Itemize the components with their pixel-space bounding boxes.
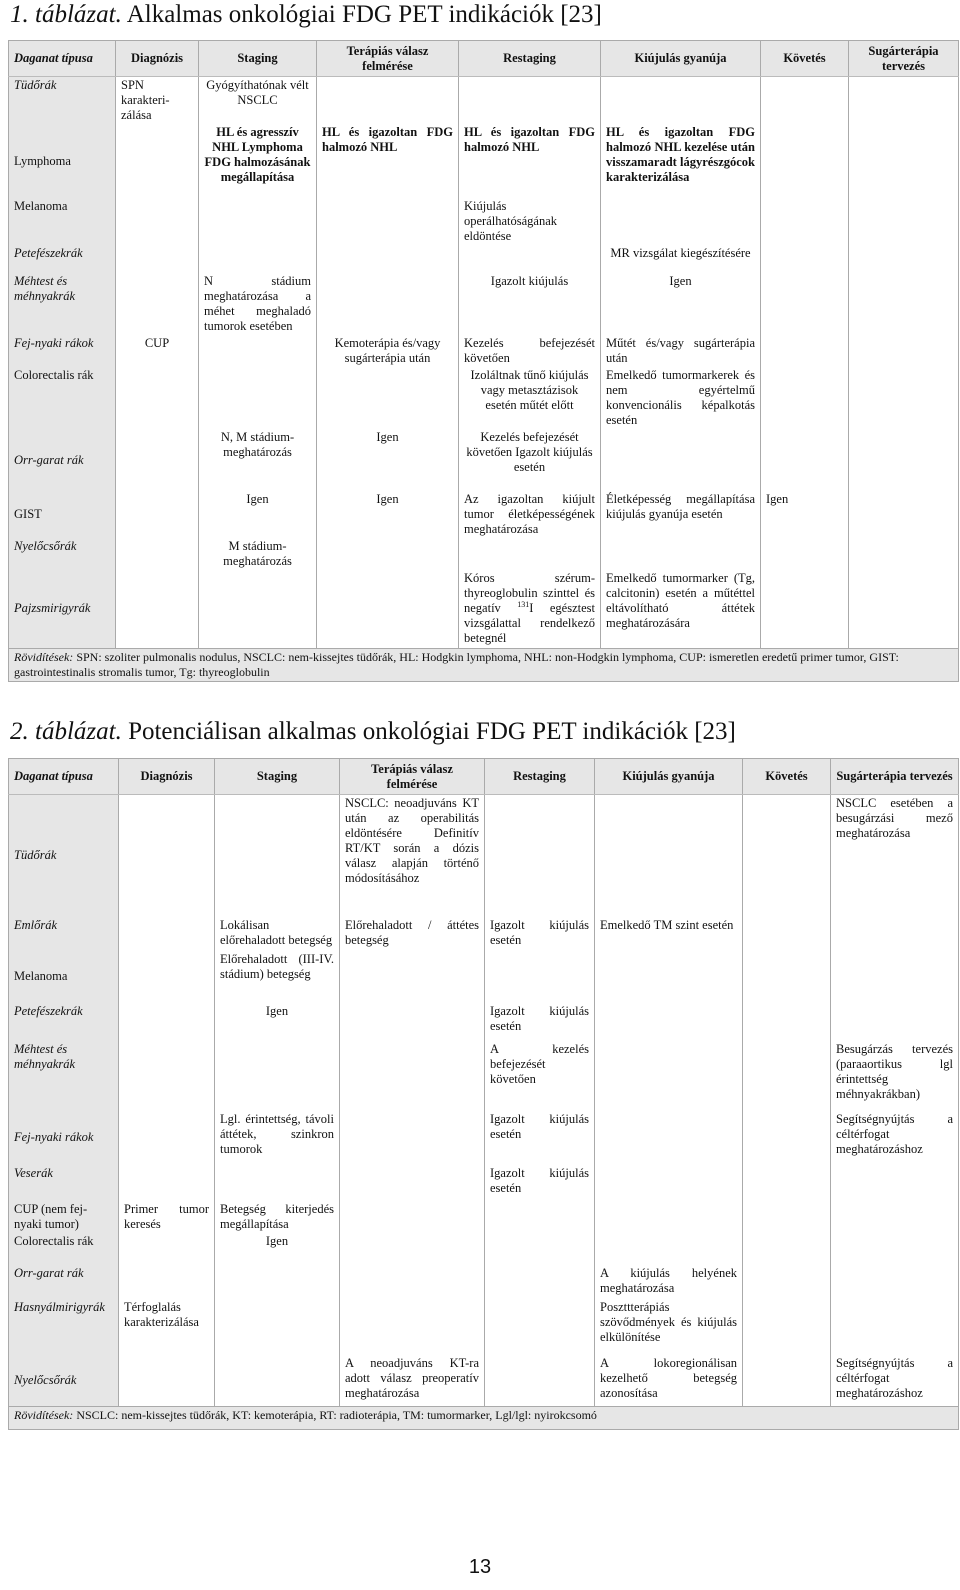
staging-cell: Igen	[215, 1003, 340, 1041]
restaging-text-b: I egésztest vizsgálattal rendelkező betegnél	[464, 601, 596, 645]
table2	[8, 758, 959, 1430]
table-row	[9, 273, 959, 335]
tumor-type: Tüdőrák	[9, 77, 116, 125]
table-row	[9, 1041, 959, 1111]
table-row	[9, 1201, 959, 1233]
tumor-type: Lymphoma	[9, 124, 116, 198]
tumor-type: Veserák	[9, 1165, 119, 1201]
restaging-text-a: Kóros szérum-thyreoglobulin szinttel és negatív	[464, 571, 595, 615]
restaging-cell: HL és igazoltan FDG halmozó NHL	[459, 124, 601, 198]
table-row	[9, 335, 959, 367]
table1	[8, 40, 959, 682]
table-row	[9, 367, 959, 429]
table-row	[9, 1355, 959, 1407]
restaging-cell: Kezelés befejezését követően	[459, 335, 601, 367]
recurrence-cell: Műtét és/vagy sugárterápia után	[601, 335, 761, 367]
tumor-type: Hasnyálmirigyrák	[9, 1299, 119, 1355]
staging-cell: Betegség kiterjedés megállapítása	[215, 1201, 340, 1233]
table-row	[9, 1265, 959, 1299]
recurrence-cell: Igen	[601, 273, 761, 335]
table1-caption-title: Alkalmas onkológiai FDG PET indikációk [23]	[126, 1, 602, 28]
table-row	[9, 198, 959, 245]
diagnosis-cell: CUP	[116, 335, 199, 367]
footnote-label: Rövidítések:	[14, 1408, 74, 1422]
table1-header-restaging: Restaging	[459, 41, 601, 77]
table2-caption-title: Potenciálisan alkalmas onkológiai FDG PET indikációk [23]	[128, 718, 736, 745]
restaging-cell: Az igazoltan kiújult tumor életképességének meghatározása	[459, 491, 601, 538]
therapy-cell: Előrehaladott / áttétes betegség	[340, 917, 485, 951]
restaging-cell: Igazolt kiújulás esetén	[485, 1111, 595, 1165]
table2-header-row	[9, 759, 959, 795]
therapy-cell: Kemoterápia és/vagy sugárterápia után	[317, 335, 459, 367]
tumor-type: Petefészekrák	[9, 245, 116, 273]
table-row	[9, 570, 959, 648]
tumor-type: Méhtest és méhnyakrák	[9, 273, 116, 335]
diagnosis-cell: Térfoglalás karakterizálása	[119, 1299, 215, 1355]
staging-cell: HL és agresszív NHL Lymphoma FDG halmozásának megállapítása	[199, 124, 317, 198]
table2-header-recurrence: Kiújulás gyanúja	[595, 759, 743, 795]
table1-header-row	[9, 41, 959, 77]
tumor-type: Méhtest és méhnyakrák	[9, 1041, 119, 1111]
rt-cell: Segítségnyújtás a céltérfogat meghatározáshoz	[836, 1355, 953, 1400]
tumor-type: Nyelőcsőrák	[9, 538, 116, 570]
footnote-text: NSCLC: nem-kissejtes tüdőrák, KT: kemoterápia, RT: radioterápia, TM: tumormarker, Lgl/lgl: nyirokcsomó	[76, 1408, 597, 1422]
tumor-type: Tüdőrák	[9, 795, 119, 917]
therapy-cell: HL és igazoltan FDG halmozó NHL	[317, 124, 459, 198]
tumor-type: Emlőrák	[9, 917, 119, 951]
table2-caption	[10, 717, 736, 747]
recurrence-cell: A lokoregionálisan kezelhető betegség azonosítása	[595, 1355, 743, 1407]
tumor-type: CUP (nem fej-nyaki tumor)	[9, 1201, 119, 1233]
staging-cell: Lgl. érintettség, távoli áttétek, szinkron tumorok	[215, 1111, 340, 1165]
table1-header-tumor: Daganat típusa	[9, 41, 116, 77]
recurrence-cell: Életképesség megállapítása kiújulás gyanúja esetén	[601, 491, 761, 538]
restaging-cell: Izoláltnak tűnő kiújulás vagy metasztázisok esetén műtét előtt	[459, 367, 601, 429]
table1-header-recurrence: Kiújulás gyanúja	[601, 41, 761, 77]
staging-cell: N stádium meghatározása a méhet meghaladó tumorok esetében	[199, 273, 317, 335]
table-row	[9, 538, 959, 570]
table1-header-therapy: Terápiás válasz felmérése	[317, 41, 459, 77]
tumor-type: Orr-garat rák	[9, 1265, 119, 1299]
isotope-superscript: 131	[517, 599, 530, 609]
table-row	[9, 77, 959, 125]
table1-header-rt: Sugárterápia tervezés	[849, 41, 959, 77]
therapy-cell: A neoadjuváns KT-ra adott válasz preoperatív meghatározása	[340, 1355, 485, 1407]
table2-caption-number: 2. táblázat.	[10, 718, 122, 745]
table-row	[9, 1233, 959, 1265]
table2-header-staging: Staging	[215, 759, 340, 795]
table1-footnote-row	[9, 648, 959, 681]
table-row	[9, 124, 959, 198]
therapy-cell: Igen	[317, 491, 459, 538]
staging-cell: Igen	[199, 491, 317, 538]
rt-cell: NSCLC esetében a besugárzási mező meghatározása	[836, 796, 953, 840]
tumor-type: Nyelőcsőrák	[9, 1355, 119, 1407]
therapy-cell: Igen	[317, 429, 459, 491]
table-row	[9, 795, 959, 917]
restaging-cell: Igazolt kiújulás esetén	[485, 917, 595, 951]
diagnosis-cell: SPN karakteri-zálása	[116, 77, 199, 125]
table-row	[9, 951, 959, 1003]
table1-caption	[10, 0, 602, 30]
tumor-type: Colorectalis rák	[9, 367, 116, 429]
diagnosis-cell: Primer tumor keresés	[119, 1201, 215, 1233]
table2-header-rt: Sugárterápia tervezés	[831, 759, 959, 795]
staging-cell: N, M stádium-meghatározás	[199, 429, 317, 491]
tumor-type: Colorectalis rák	[9, 1233, 119, 1265]
tumor-type: Melanoma	[9, 951, 119, 1003]
table2-header-restaging: Restaging	[485, 759, 595, 795]
recurrence-cell: MR vizsgálat kiegészítésére	[601, 245, 761, 273]
recurrence-cell: A kiújulás helyének meghatározása	[595, 1265, 743, 1299]
therapy-cell: NSCLC: neoadjuváns KT után az operabilitás eldöntésére Definitív RT/KT során a dózis válasz alapján történő módosításához	[340, 795, 485, 917]
restaging-cell: Igazolt kiújulás esetén	[485, 1003, 595, 1041]
restaging-cell: Kiújulás operálhatóságának eldöntése	[459, 198, 601, 245]
tumor-type: Fej-nyaki rákok	[9, 1111, 119, 1165]
restaging-cell: Igazolt kiújulás	[459, 273, 601, 335]
restaging-cell: Kezelés befejezését követően Igazolt kiújulás esetén	[459, 429, 601, 491]
table-row	[9, 245, 959, 273]
rt-cell: Besugárzás tervezés (paraaortikus lgl érintettség méhnyakrákban)	[836, 1041, 953, 1101]
table-row	[9, 491, 959, 538]
restaging-cell: Igazolt kiújulás esetén	[485, 1165, 595, 1201]
footnote-text: SPN: szoliter pulmonalis nodulus, NSCLC: nem-kissejtes tüdőrák, HL: Hodgkin lymphoma, NHL: non-Hodgkin lymphoma, CUP: ismeretlen eredetű primer tumor, GIST: gastrointestinalis stromalis tumor, Tg: thyreoglobulin	[14, 649, 899, 679]
table2-header-tumor: Daganat típusa	[9, 759, 119, 795]
table1-header-staging: Staging	[199, 41, 317, 77]
tumor-type: Melanoma	[9, 198, 116, 245]
staging-cell: Előrehaladott (III-IV. stádium) betegség	[215, 951, 340, 1003]
table1-caption-number: 1. táblázat.	[10, 1, 122, 28]
table2-header-followup: Követés	[743, 759, 831, 795]
staging-cell: Lokálisan előrehaladott betegség	[215, 917, 340, 951]
page-number: 13	[468, 1556, 492, 1578]
staging-cell: Gyógyíthatónak vélt NSCLC	[199, 77, 317, 125]
tumor-type: Fej-nyaki rákok	[9, 335, 116, 367]
table-row	[9, 1111, 959, 1165]
recurrence-cell: Poszttterápiás szövődmények és kiújulás elkülönítése	[595, 1299, 743, 1355]
restaging-cell	[459, 570, 601, 648]
table1-footnote	[9, 648, 959, 681]
table2-footnote	[9, 1407, 959, 1430]
table1-header-diagnosis: Diagnózis	[116, 41, 199, 77]
tumor-type: Petefészekrák	[9, 1003, 119, 1041]
table-row	[9, 917, 959, 951]
staging-cell: M stádium-meghatározás	[199, 538, 317, 570]
recurrence-cell: HL és igazoltan FDG halmozó NHL kezelése után visszamaradt lágyrészgócok karakterizálása	[601, 124, 761, 198]
recurrence-cell: Emelkedő tumormarker (Tg, calcitonin) esetén a műtéttel eltávolítható áttétek meghatározására	[601, 570, 761, 648]
table1-header-followup: Követés	[761, 41, 849, 77]
table-row	[9, 1299, 959, 1355]
table-row	[9, 429, 959, 491]
table-row	[9, 1003, 959, 1041]
table2-header-diagnosis: Diagnózis	[119, 759, 215, 795]
footnote-label: Rövidítések:	[14, 649, 74, 664]
tumor-type: Pajzsmirigyrák	[9, 570, 116, 648]
rt-cell: Segítségnyújtás a céltérfogat meghatározáshoz	[836, 1111, 953, 1156]
restaging-cell: A kezelés befejezését követően	[485, 1041, 595, 1111]
staging-cell: Igen	[215, 1233, 340, 1265]
recurrence-cell: Emelkedő tumormarkerek és nem egyértelmű konvencionális képalkotás esetén	[601, 367, 761, 429]
table2-header-therapy: Terápiás válasz felmérése	[340, 759, 485, 795]
tumor-type: GIST	[9, 491, 116, 538]
table-row	[9, 1165, 959, 1201]
recurrence-cell: Emelkedő TM szint esetén	[595, 917, 743, 951]
followup-cell: Igen	[761, 491, 849, 538]
table2-footnote-row	[9, 1407, 959, 1430]
tumor-type: Orr-garat rák	[9, 429, 116, 491]
